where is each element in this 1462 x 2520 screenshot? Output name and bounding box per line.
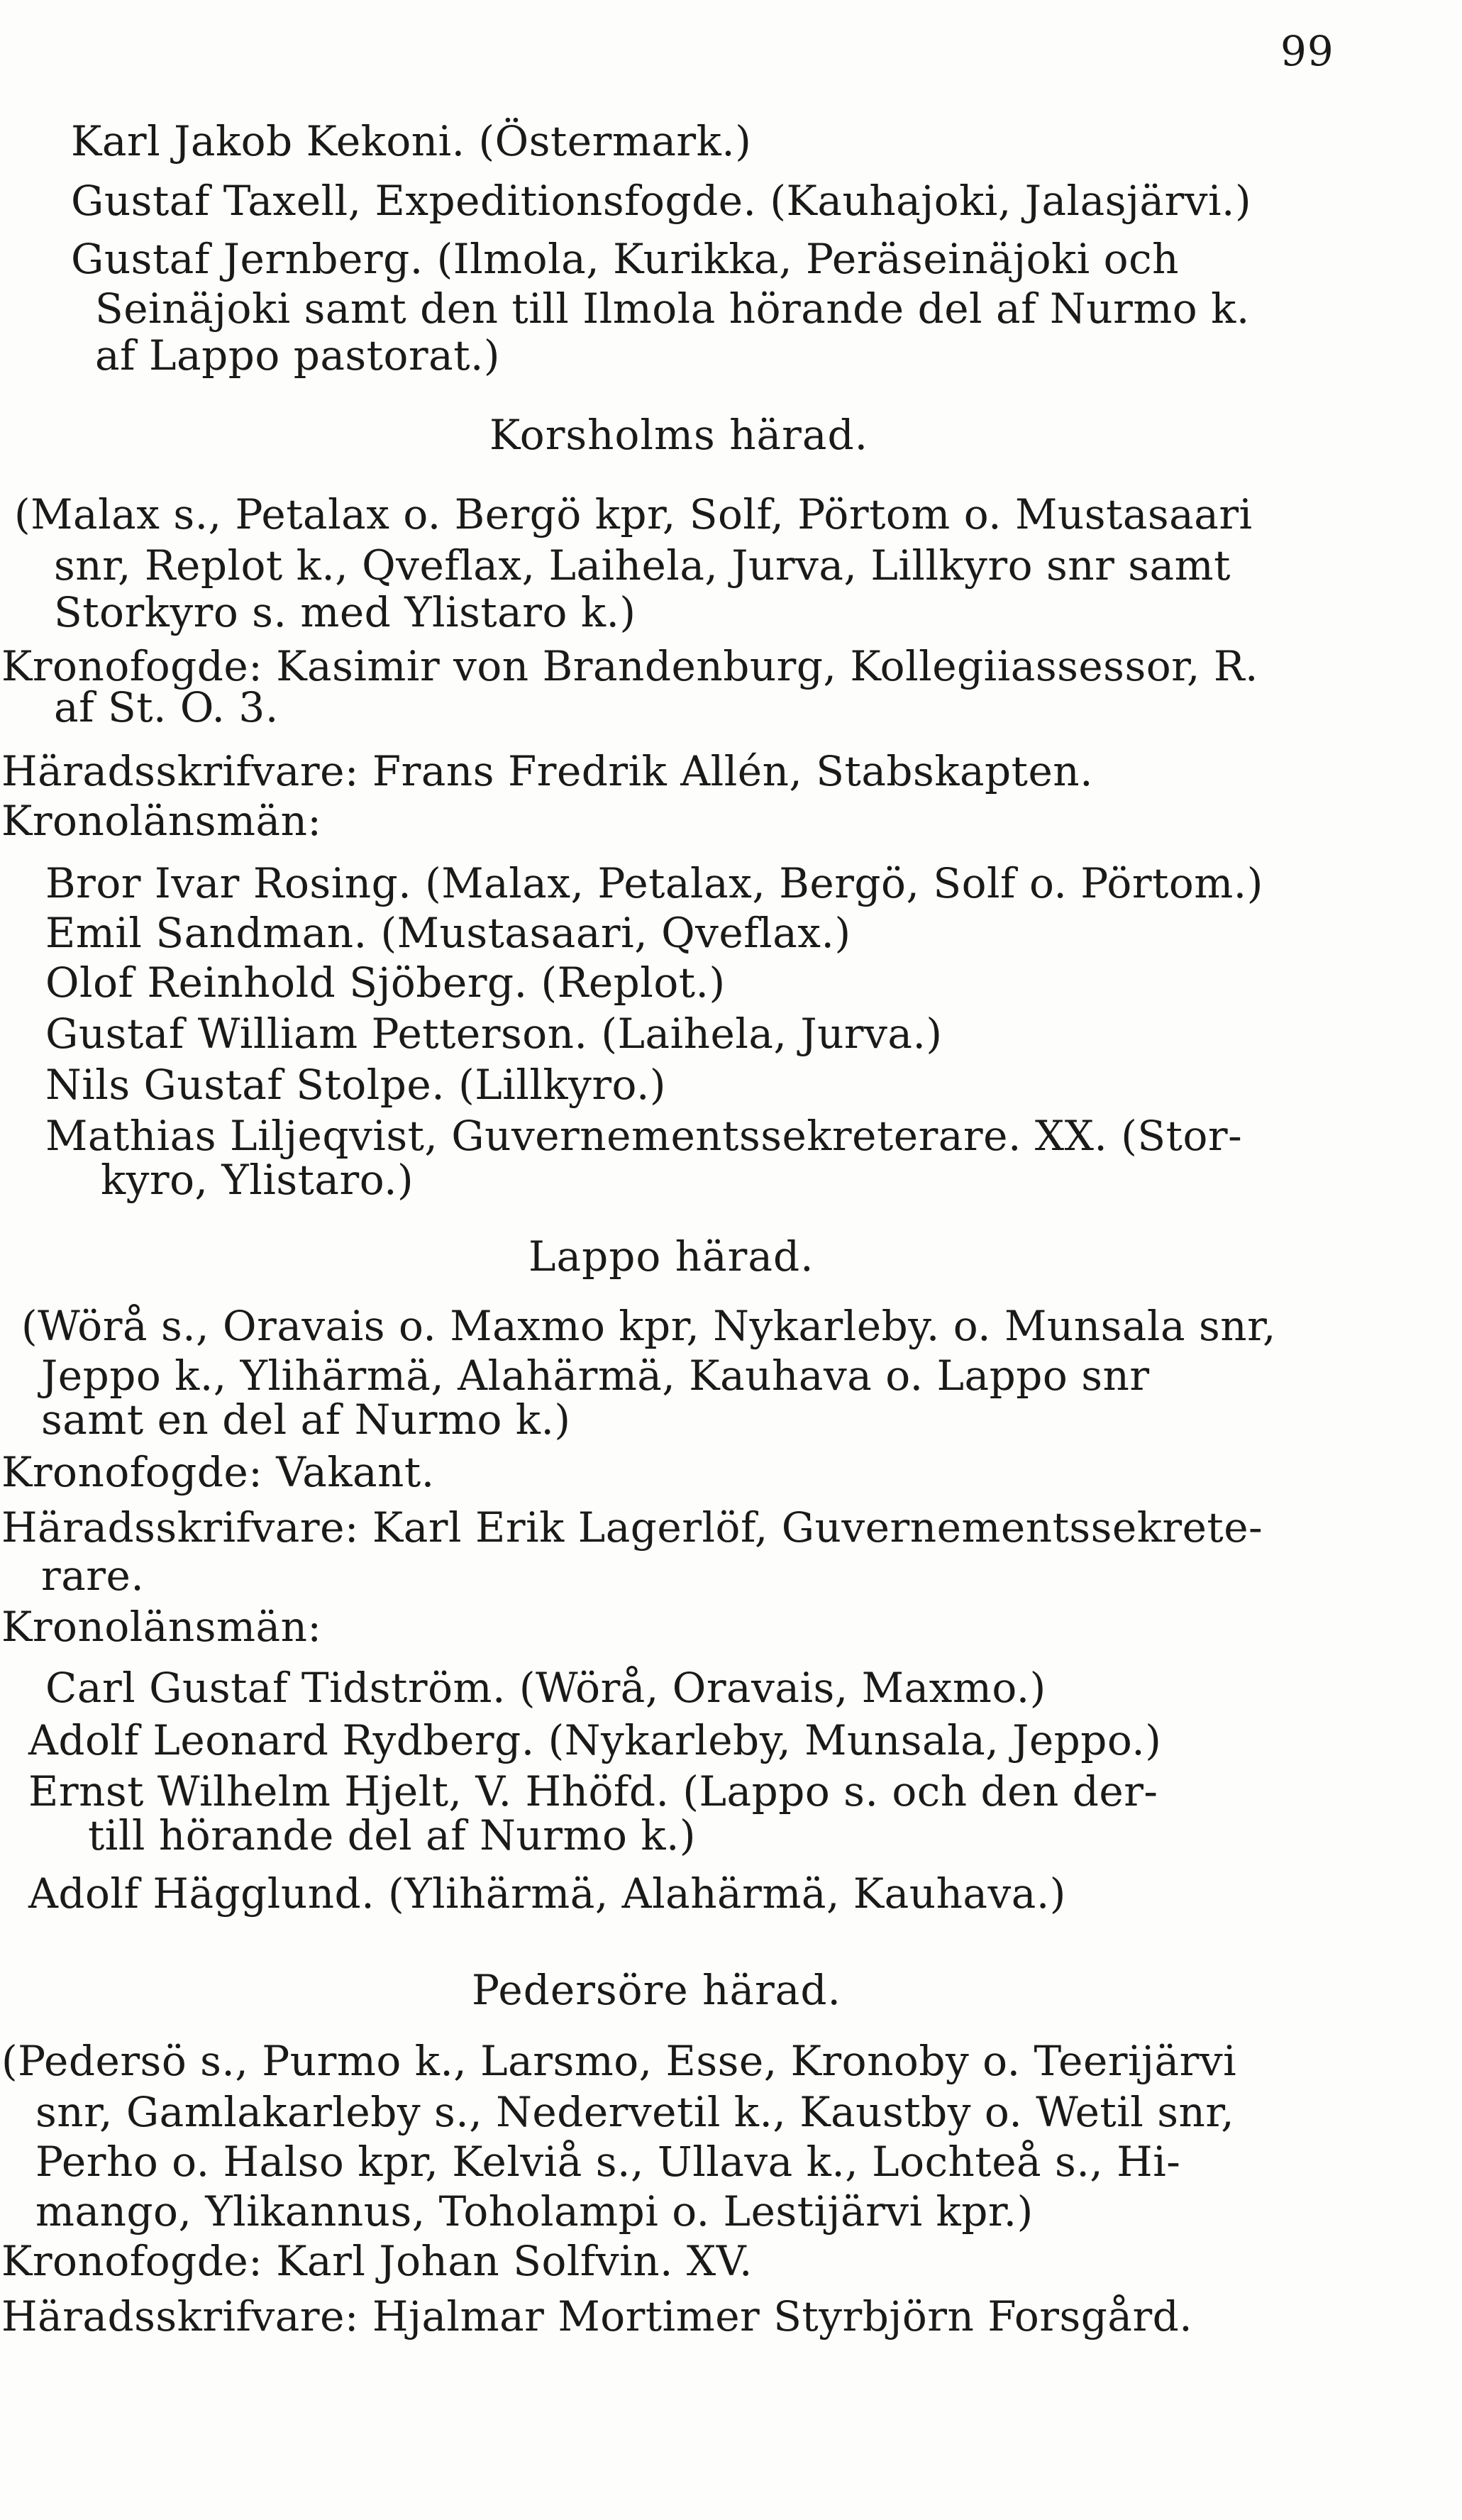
entry-line: Karl Jakob Kekoni. (Östermark.) (71, 117, 752, 165)
kronolansman-label: Kronolänsmän: (1, 1603, 322, 1651)
parish-line: (Wörå s., Oravais o. Maxmo kpr, Nykarleby. o. Munsala snr, (21, 1302, 1276, 1350)
parish-line: Perho o. Halso kpr, Kelviå s., Ullava k., Lochteå s., Hi- (35, 2138, 1181, 2186)
kronolansman-entry: Emil Sandman. (Mustasaari, Qveflax.) (45, 909, 851, 957)
kronofogde-line: Kronofogde: Vakant. (1, 1448, 435, 1496)
kronolansman-entry: Mathias Liljeqvist, Guvernementssekreterare. XX. (Stor- (45, 1112, 1243, 1160)
entry-line: af Lappo pastorat.) (95, 331, 501, 380)
kronolansman-entry: Ernst Wilhelm Hjelt, V. Hhöfd. (Lappo s. och den der- (28, 1767, 1158, 1816)
section-heading-lappo: Lappo härad. (528, 1232, 814, 1281)
haradsskrifvare-line: Häradsskrifvare: Frans Fredrik Allén, Stabskapten. (1, 747, 1094, 795)
kronolansman-entry: Carl Gustaf Tidström. (Wörå, Oravais, Maxmo.) (45, 1664, 1046, 1712)
kronofogde-line: Kronofogde: Kasimir von Brandenburg, Kollegiiassessor, R. (1, 642, 1258, 690)
kronolansman-entry: Nils Gustaf Stolpe. (Lillkyro.) (45, 1061, 667, 1109)
kronofogde-line: af St. O. 3. (54, 683, 279, 731)
parish-line: samt en del af Nurmo k.) (41, 1396, 571, 1444)
kronolansman-entry: Gustaf William Petterson. (Laihela, Jurva.) (45, 1010, 943, 1058)
section-heading-pedersore: Pedersöre härad. (472, 1966, 841, 2014)
parish-line: mango, Ylikannus, Toholampi o. Lestijärvi kpr.) (35, 2187, 1034, 2236)
entry-line: Gustaf Taxell, Expeditionsfogde. (Kauhajoki, Jalasjärvi.) (71, 177, 1252, 225)
kronolansman-entry: kyro, Ylistaro.) (101, 1156, 414, 1204)
kronolansman-entry: till hörande del af Nurmo k.) (88, 1811, 697, 1859)
kronolansman-entry: Olof Reinhold Sjöberg. (Replot.) (45, 958, 726, 1007)
page-number: 99 (1280, 27, 1334, 75)
entry-line: Gustaf Jernberg. (Ilmola, Kurikka, Peräseinäjoki och (71, 235, 1179, 283)
haradsskrifvare-line: rare. (41, 1552, 145, 1600)
kronofogde-line: Kronofogde: Karl Johan Solfvin. XV. (1, 2237, 753, 2285)
parish-line: (Pedersö s., Purmo k., Larsmo, Esse, Kronoby o. Teerijärvi (1, 2037, 1237, 2085)
haradsskrifvare-line: Häradsskrifvare: Karl Erik Lagerlöf, Guvernementssekrete- (1, 1503, 1263, 1552)
kronolansman-label: Kronolänsmän: (1, 797, 322, 845)
section-heading-korsholm: Korsholms härad. (489, 411, 869, 459)
kronolansman-entry: Bror Ivar Rosing. (Malax, Petalax, Bergö, Solf o. Pörtom.) (45, 859, 1263, 907)
parish-line: (Malax s., Petalax o. Bergö kpr, Solf, Pörtom o. Mustasaari (14, 490, 1253, 538)
parish-line: Jeppo k., Ylihärmä, Alahärmä, Kauhava o. Lappo snr (41, 1352, 1150, 1400)
entry-line: Seinäjoki samt den till Ilmola hörande del af Nurmo k. (95, 284, 1250, 333)
kronolansman-entry: Adolf Hägglund. (Ylihärmä, Alahärmä, Kauhava.) (28, 1869, 1066, 1918)
parish-line: snr, Replot k., Qveflax, Laihela, Jurva, Lillkyro snr samt (54, 541, 1231, 590)
haradsskrifvare-line: Häradsskrifvare: Hjalmar Mortimer Styrbjörn Forsgård. (1, 2292, 1193, 2341)
kronolansman-entry: Adolf Leonard Rydberg. (Nykarleby, Munsala, Jeppo.) (28, 1716, 1162, 1764)
parish-line: Storkyro s. med Ylistaro k.) (54, 588, 636, 636)
parish-line: snr, Gamlakarleby s., Nedervetil k., Kaustby o. Wetil snr, (35, 2088, 1235, 2136)
